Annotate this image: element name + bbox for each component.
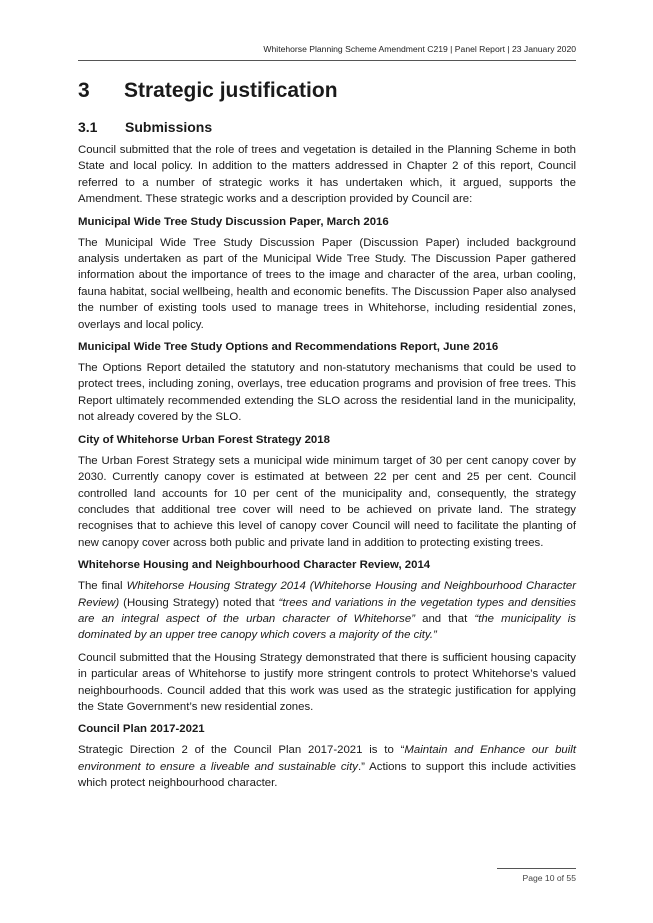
text-run: (Housing Strategy) noted that [119, 596, 279, 609]
work-text-council-plan [78, 742, 576, 791]
section-number: 3.1 [78, 119, 98, 135]
italic-quote: “the municipality is dominated by an upper tree canopy which covers a majority of the city.” [78, 612, 576, 642]
work-heading-discussion-paper: Municipal Wide Tree Study Discussion Paper, March 2016 [78, 215, 389, 228]
intro-paragraph: Council submitted that the role of trees and vegetation is detailed in the Planning Scheme in both State and local policy. In addition to the matters addressed in Chapter 2 of this report, Council referred to a number of strategic works it has undertaken which, it argued, supports the Amendment. These strategic works and a description provided by Council are: [78, 144, 576, 206]
chapter-title: Strategic justification [124, 79, 338, 102]
section-title: Submissions [125, 119, 213, 135]
text-run: and that [415, 612, 475, 625]
body-text [78, 142, 576, 798]
italic-quote: “trees and variations in the vegetation types and densities are an integral aspect of the urban character of Whitehorse” [78, 596, 576, 625]
text-run: .” Actions to support this include activities which protect neighbourhood character. [78, 760, 576, 790]
chapter-number: 3 [78, 79, 90, 102]
italic-quote: Maintain and Enhance our built environment to ensure a liveable and sustainable city [78, 744, 576, 773]
work-heading-urban-forest-strategy: City of Whitehorse Urban Forest Strategy 2018 [78, 433, 330, 446]
work-heading-options-report: Municipal Wide Tree Study Options and Recommendations Report, June 2016 [78, 341, 499, 354]
text-run: The final [78, 580, 127, 593]
footer-divider [497, 868, 576, 869]
italic-run: Whitehorse Housing Strategy 2014 (Whitehorse Housing and Neighbourhood Character Review) [78, 580, 576, 609]
work-heading-council-plan: Council Plan 2017-2021 [78, 723, 205, 736]
running-header: Whitehorse Planning Scheme Amendment C219 | Panel Report | 23 January 2020 [263, 44, 576, 54]
chapter-heading [78, 79, 338, 103]
page-number: Page 10 of 55 [522, 873, 576, 883]
work-text-discussion-paper: The Municipal Wide Tree Study Discussion Paper (Discussion Paper) included background analysis undertaken as part of the Municipal Wide Tree Study. The Discussion Paper gathered information about the importance of trees to the image and character of the area, urban cooling, fauna habitat, social wellbeing, health and economic benefits. The Discussion Paper also analysed the number of existing tools used to manage trees in Whitehorse, including residential zones, overlays and local policy. [78, 236, 576, 331]
text-run: Strategic Direction 2 of the Council Plan 2017-2021 is to “ [78, 744, 405, 757]
header-divider [78, 60, 576, 61]
work-heading-housing-review: Whitehorse Housing and Neighbourhood Character Review, 2014 [78, 559, 431, 572]
work-text-urban-forest-strategy: The Urban Forest Strategy sets a municipal wide minimum target of 30 per cent canopy cover by 2030. Currently canopy cover is estimated at between 22 per cent and 25 per cent. Council controlled land accounts for 10 per cent of the municipality and, consequently, the strategy concludes that additional tree cover will need to be achieved on private land. The strategy recognises that to achieve this level of canopy cover Council will need to facilitate the planting of new canopy cover across both public and private land in addition to protecting existing trees. [78, 454, 576, 549]
section-heading [78, 119, 212, 135]
work-text-options-report: The Options Report detailed the statutory and non-statutory mechanisms that could be used to protect trees, including zoning, overlays, tree education programs and provision of free trees. This Report ultimately recommended extending the SLO across the residential land in the municipality, not already covered by the SLO. [78, 362, 576, 424]
work-text-housing-review-2: Council submitted that the Housing Strategy demonstrated that there is sufficient housing capacity in particular areas of Whitehorse to justify more stringent controls to protect Whitehorse’s valued neighbourhoods. Council added that this work was used as the strategic justification for applying the State Government’s new residential zones. [78, 651, 576, 713]
work-text-housing-review-1 [78, 578, 576, 644]
